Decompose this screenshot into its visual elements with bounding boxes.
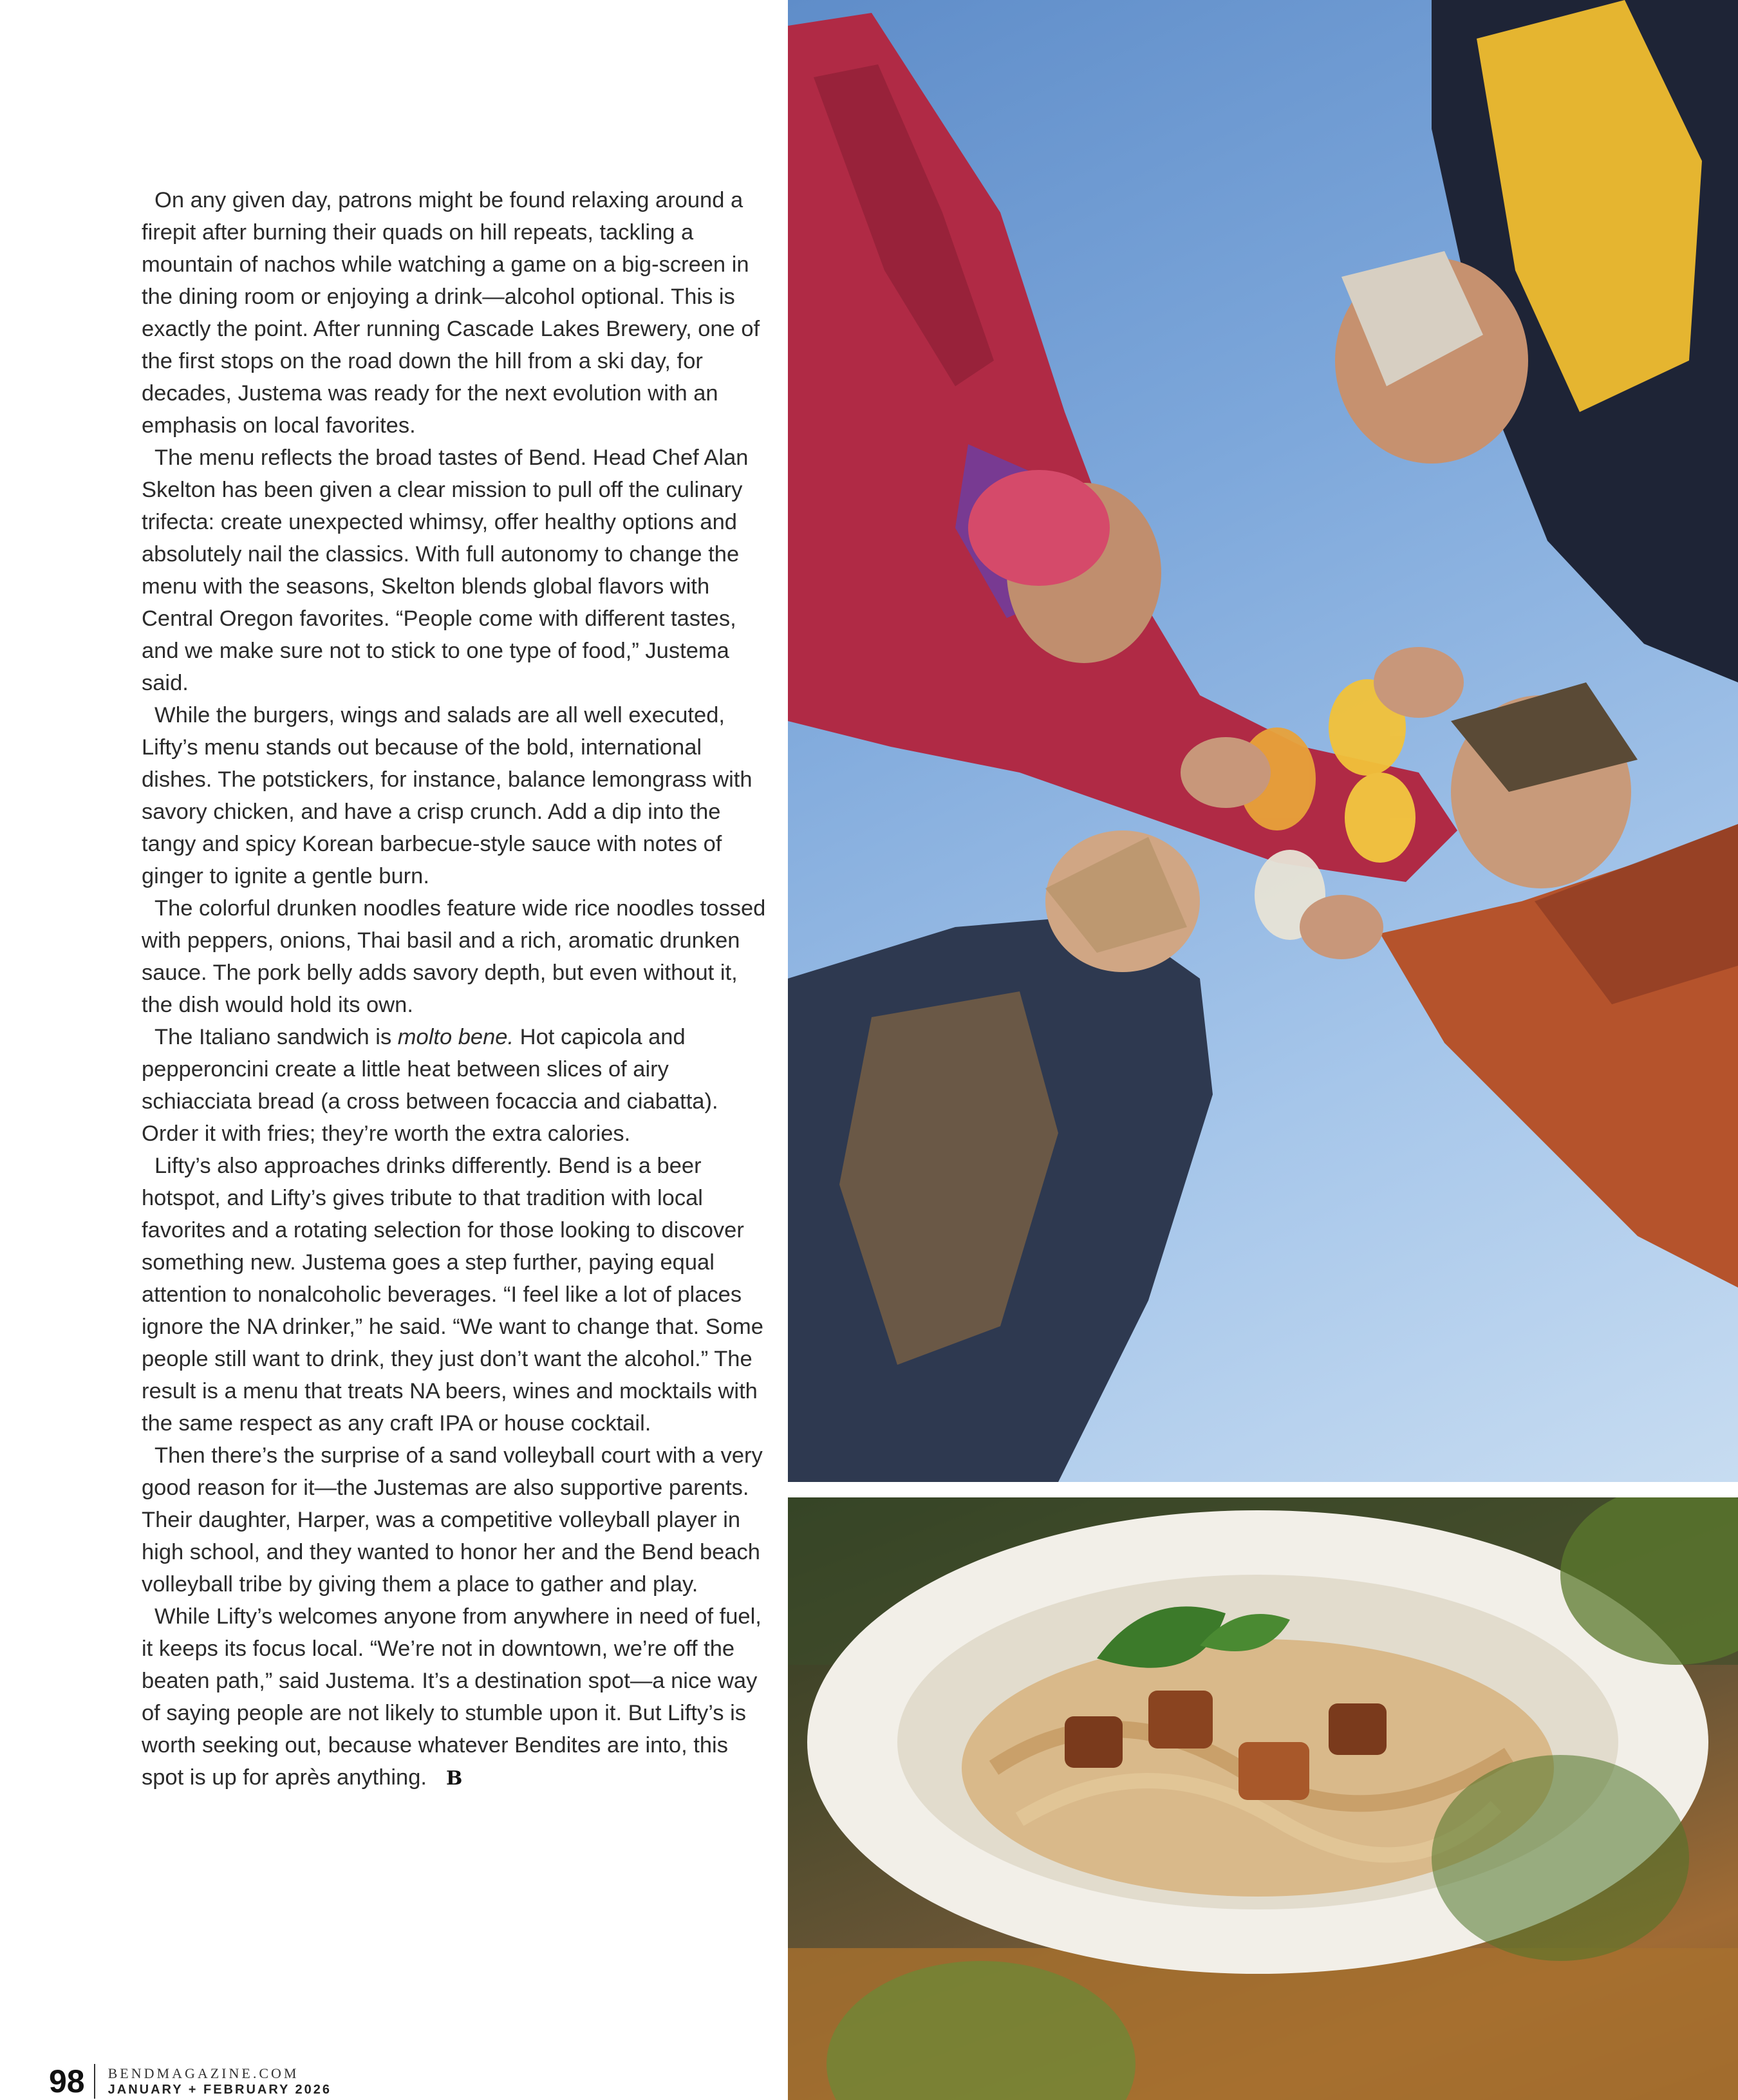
article-paragraph: Then there’s the surprise of a sand volleyball court with a very good reason for it—the Justemas are also supportive parents. Their daughter, Harper, was a competitive volleyball player in high school, and they wanted to honor her and the Bend beach volleyball tribe by giving them a place to gather and play.	[142, 1443, 763, 1597]
article-paragraph-italiano	[142, 1021, 772, 1150]
article-paragraph: The colorful drunken noodles feature wide rice noodles tossed with peppers, onions, Thai basil and a rich, aromatic drunken sauce. The pork belly adds savory depth, but even without it, the dish would hold its own.	[142, 896, 766, 1017]
page-number: 98	[49, 2063, 85, 2099]
italiano-emphasis: molto bene.	[397, 1025, 514, 1049]
cheers-photo	[788, 0, 1738, 1482]
article-paragraph: On any given day, patrons might be found relaxing around a firepit after burning their quads on hill repeats, tackling a mountain of nachos while watching a game on a big-screen in the dining room or enjoying a drink—alcohol optional. This is exactly the point. After running Cascade Lakes Brewery, one of the first stops on the road down the hill from a ski day, for decades, Justema was ready for the next evolution with an emphasis on local favorites.	[142, 188, 760, 438]
footer-divider	[94, 2064, 95, 2099]
article-paragraph-final	[142, 1600, 772, 1795]
italiano-text-after: Hot capicola and pepperoncini create a little heat between slices of airy schiacciata bread (a cross between focaccia and ciabatta). Order it with fries; they’re worth the extra calories.	[142, 1025, 718, 1146]
site-name: BENDMAGAZINE.COM	[107, 2065, 299, 2081]
final-paragraph-text: While Lifty’s welcomes anyone from anywhere in need of fuel, it keeps its focus local. “We’re not in downtown, we’re off the beaten path,” said Justema. It’s a destination spot—a nice way of saying people are not likely to stumble upon it. But Lifty’s is worth seeking out, because whatever Bendites are into, this spot is up for après anything.	[142, 1604, 762, 1790]
italiano-text-before: The Italiano sandwich is	[154, 1025, 398, 1049]
article-paragraph: Lifty’s also approaches drinks differently. Bend is a beer hotspot, and Lifty’s gives tribute to that tradition with local favorites and a rotating selection for those looking to discover something new. Justema goes a step further, paying equal attention to nonalcoholic beverages. “I feel like a lot of places ignore the NA drinker,” he said. “We want to change that. Some people still want to drink, they just don’t want the alcohol.” The result is a menu that treats NA beers, wines and mocktails with the same respect as any craft IPA or house cocktail.	[142, 1154, 763, 1436]
cheers-photo-illustration	[788, 0, 1738, 1482]
page-footer	[49, 2063, 332, 2099]
article-body	[142, 184, 772, 1795]
article-paragraph: The menu reflects the broad tastes of Bend. Head Chef Alan Skelton has been given a clear mission to pull off the culinary trifecta: create unexpected whimsy, offer healthy options and absolutely nail the classics. With full autonomy to change the menu with the seasons, Skelton blends global flavors with Central Oregon favorites. “People come with different tastes, and we make sure not to stick to one type of food,” Justema said.	[142, 445, 749, 695]
issue-date: JANUARY + FEBRUARY 2026	[107, 2083, 332, 2097]
end-mark-logo: B	[446, 1767, 461, 1790]
footer-text	[108, 2065, 332, 2097]
noodles-photo	[788, 1497, 1738, 2100]
noodles-photo-illustration	[788, 1497, 1738, 2100]
article-paragraph: While the burgers, wings and salads are all well executed, Lifty’s menu stands out because of the bold, international dishes. The potstickers, for instance, balance lemongrass with savory chicken, and have a crisp crunch. Add a dip into the tangy and spicy Korean barbecue-style sauce with notes of ginger to ignite a gentle burn.	[142, 703, 752, 888]
